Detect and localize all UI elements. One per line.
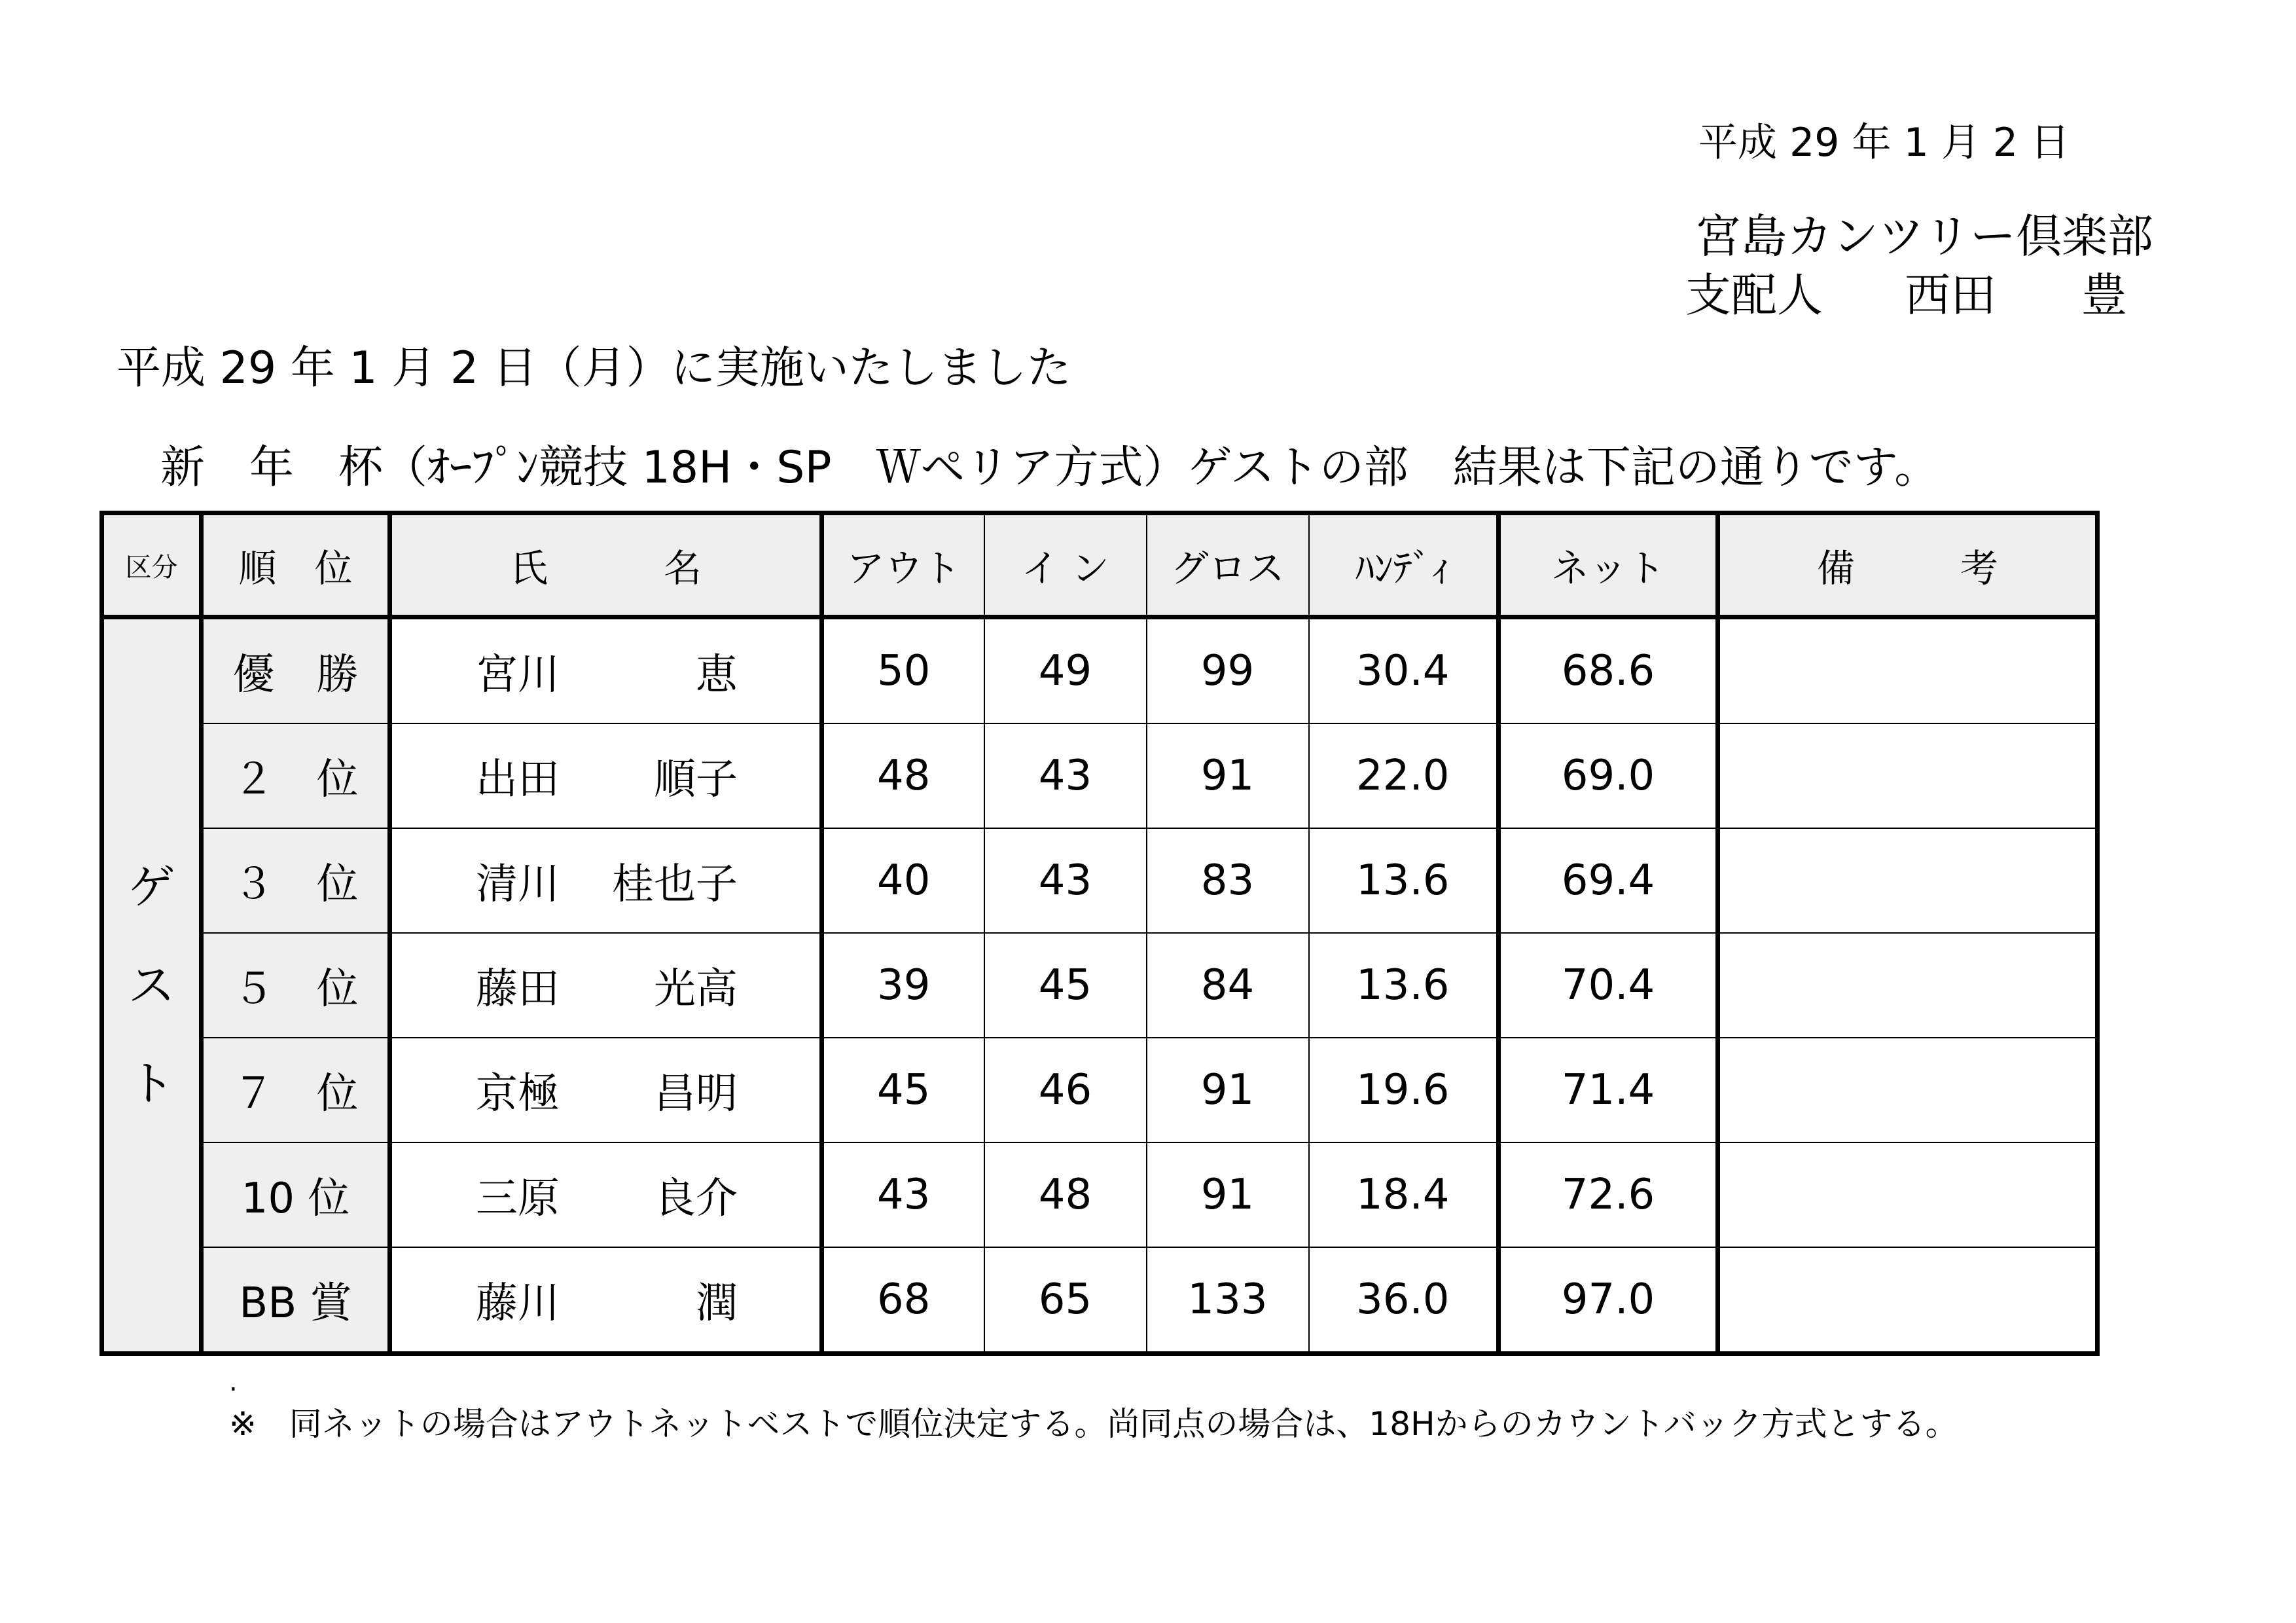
header-handicap: ﾊﾝﾃﾞｨ — [1309, 513, 1499, 617]
given-name: 順子 — [654, 756, 738, 804]
table-row — [102, 933, 2098, 1038]
manager-title: 支配人 — [1685, 268, 1823, 322]
footnote-dot: . — [229, 1367, 238, 1397]
rank-cell: ５ 位 — [202, 933, 390, 1038]
handicap-value: 30.4 — [1309, 617, 1499, 724]
name-cell — [390, 617, 822, 724]
table-row — [102, 723, 2098, 828]
category-cell — [102, 617, 202, 1354]
intro-text: 平成 29 年 1 月 2 日（月）に実施いたしました — [117, 342, 1071, 394]
out-score: 39 — [822, 933, 984, 1038]
net-score: 69.4 — [1499, 828, 1718, 933]
header-category: 区分 — [102, 513, 202, 617]
table-row — [102, 1142, 2098, 1247]
club-name: 宮島カンツリー倶楽部 — [1695, 210, 2153, 263]
family-name: 宮川 — [476, 651, 560, 699]
gross-score: 133 — [1147, 1247, 1309, 1354]
remarks-cell — [1718, 1142, 2098, 1247]
in-score: 65 — [984, 1247, 1147, 1354]
gross-score: 91 — [1147, 723, 1309, 828]
net-score: 69.0 — [1499, 723, 1718, 828]
header-gross: グロス — [1147, 513, 1309, 617]
given-name: 桂也子 — [612, 860, 738, 909]
in-score: 49 — [984, 617, 1147, 724]
out-score: 68 — [822, 1247, 984, 1354]
competition-title: 新 年 杯（ｵｰﾌﾟﾝ競技 18H・SP Ｗペリア方式）ゲストの部 結果は下記の通りです。 — [160, 442, 1939, 494]
remarks-cell — [1718, 933, 2098, 1038]
given-name: 潤 — [696, 1279, 738, 1328]
manager-given-name: 豊 — [2081, 268, 2127, 322]
out-score: 40 — [822, 828, 984, 933]
out-score: 50 — [822, 617, 984, 724]
category-char: ト — [128, 1056, 175, 1111]
header-remarks — [1718, 513, 2098, 617]
results-table — [99, 511, 2100, 1356]
table-row — [102, 828, 2098, 933]
header-remarks-left: 備 — [1817, 546, 1856, 591]
name-cell — [390, 1038, 822, 1142]
out-score: 43 — [822, 1142, 984, 1247]
category-char: ゲ — [128, 860, 175, 915]
in-score: 43 — [984, 723, 1147, 828]
rank-cell: 10 位 — [202, 1142, 390, 1247]
name-cell — [390, 933, 822, 1038]
header-row — [102, 513, 2098, 617]
gross-score: 84 — [1147, 933, 1309, 1038]
in-score: 43 — [984, 828, 1147, 933]
net-score: 71.4 — [1499, 1038, 1718, 1142]
handicap-value: 13.6 — [1309, 828, 1499, 933]
handicap-value: 36.0 — [1309, 1247, 1499, 1354]
remarks-cell — [1718, 723, 2098, 828]
out-score: 48 — [822, 723, 984, 828]
net-score: 72.6 — [1499, 1142, 1718, 1247]
out-score: 45 — [822, 1038, 984, 1142]
header-name-left: 氏 — [510, 546, 548, 591]
net-score: 68.6 — [1499, 617, 1718, 724]
gross-score: 99 — [1147, 617, 1309, 724]
handicap-value: 19.6 — [1309, 1038, 1499, 1142]
rank-cell: ３ 位 — [202, 828, 390, 933]
family-name: 京極 — [476, 1070, 560, 1118]
net-score: 70.4 — [1499, 933, 1718, 1038]
gross-score: 91 — [1147, 1142, 1309, 1247]
given-name: 昌明 — [654, 1070, 738, 1118]
in-score: 48 — [984, 1142, 1147, 1247]
table-row — [102, 1038, 2098, 1142]
rank-cell: ７ 位 — [202, 1038, 390, 1142]
table-row — [102, 617, 2098, 724]
family-name: 三原 — [476, 1175, 560, 1223]
gross-score: 91 — [1147, 1038, 1309, 1142]
family-name: 藤川 — [476, 1279, 560, 1328]
remarks-cell — [1718, 828, 2098, 933]
rank-cell: 優 勝 — [202, 617, 390, 724]
table-row — [102, 1247, 2098, 1354]
name-cell — [390, 723, 822, 828]
footnote: ※ 同ネットの場合はアウトネットベストで順位決定する。尚同点の場合は、18Hからのカウントバック方式とする。 — [229, 1405, 1958, 1443]
given-name: 恵 — [696, 651, 738, 699]
handicap-value: 13.6 — [1309, 933, 1499, 1038]
given-name: 光高 — [654, 965, 738, 1013]
family-name: 藤田 — [476, 965, 560, 1013]
handicap-value: 22.0 — [1309, 723, 1499, 828]
manager-family-name: 西田 — [1905, 268, 1996, 322]
remarks-cell — [1718, 617, 2098, 724]
category-char: ス — [128, 958, 175, 1013]
document-date: 平成 29 年 1 月 2 日 — [1698, 120, 2070, 166]
header-remarks-right: 考 — [1960, 546, 1998, 591]
remarks-cell — [1718, 1038, 2098, 1142]
header-rank: 順 位 — [202, 513, 390, 617]
header-name — [390, 513, 822, 617]
remarks-cell — [1718, 1247, 2098, 1354]
net-score: 97.0 — [1499, 1247, 1718, 1354]
family-name: 清川 — [476, 860, 560, 909]
header-in: イ ン — [984, 513, 1147, 617]
name-cell — [390, 828, 822, 933]
header-net: ネット — [1499, 513, 1718, 617]
name-cell — [390, 1142, 822, 1247]
handicap-value: 18.4 — [1309, 1142, 1499, 1247]
rank-cell: BB 賞 — [202, 1247, 390, 1354]
header-out: アウト — [822, 513, 984, 617]
given-name: 良介 — [654, 1175, 738, 1223]
in-score: 45 — [984, 933, 1147, 1038]
family-name: 出田 — [476, 756, 560, 804]
header-name-right: 名 — [663, 546, 702, 591]
gross-score: 83 — [1147, 828, 1309, 933]
rank-cell: ２ 位 — [202, 723, 390, 828]
name-cell — [390, 1247, 822, 1354]
in-score: 46 — [984, 1038, 1147, 1142]
